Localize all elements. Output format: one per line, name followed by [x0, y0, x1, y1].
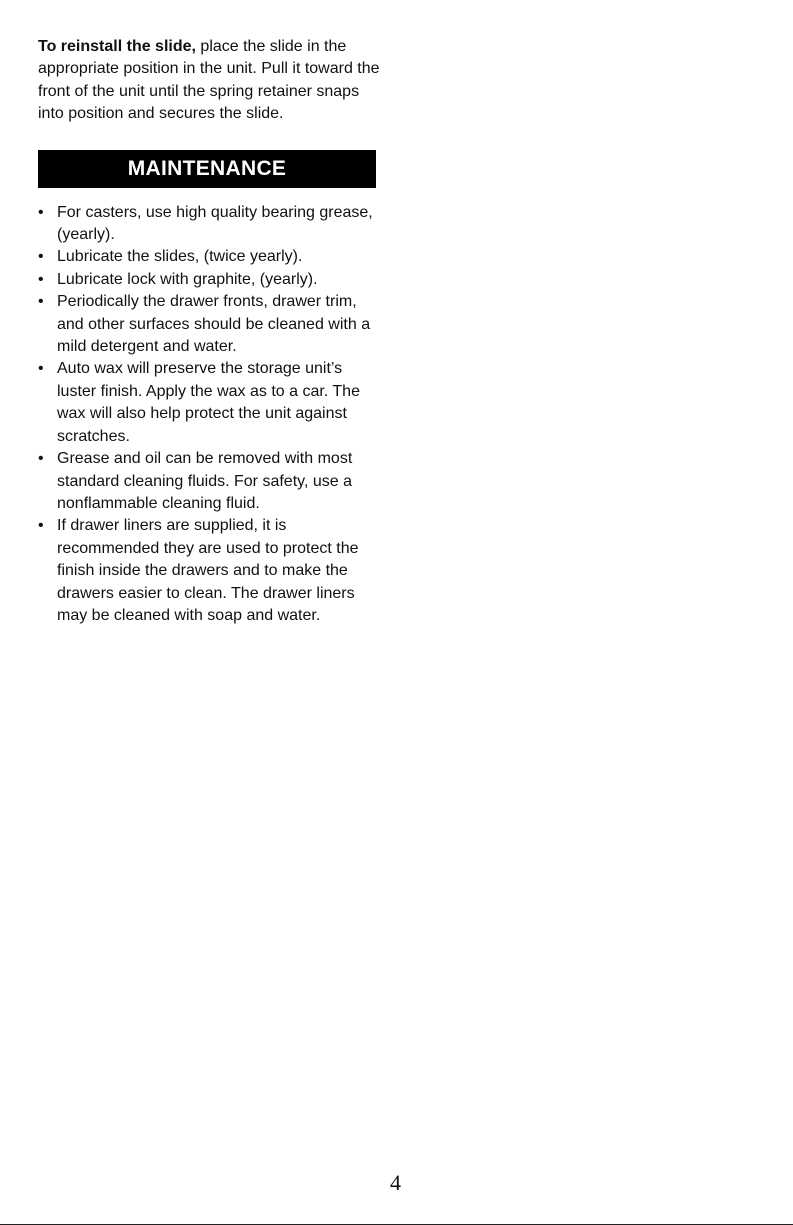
reinstall-text: place the slide in the appropriate position in the unit. Pull it toward the front of the unit until the spring retainer snaps into position and secures the slide. — [38, 38, 380, 123]
list-item — [38, 202, 383, 247]
bullet-icon: • — [38, 248, 44, 266]
list-item-text: Auto wax will preserve the storage unit’s luster finish. Apply the wax as to a car. The wax will also help protect the unit against scratches. — [57, 360, 360, 445]
bullet-icon: • — [38, 360, 44, 378]
bullet-icon: • — [38, 450, 44, 468]
bullet-icon: • — [38, 270, 44, 288]
content-column — [38, 36, 383, 627]
maintenance-list — [38, 202, 383, 628]
list-item — [38, 515, 383, 627]
list-item — [38, 448, 383, 515]
list-item-text: Lubricate lock with graphite, (yearly). — [57, 270, 318, 288]
list-item-text: For casters, use high quality bearing grease, (yearly). — [57, 203, 373, 244]
list-item — [38, 358, 383, 448]
bullet-icon: • — [38, 293, 44, 311]
list-item-text: If drawer liners are supplied, it is recommended they are used to protect the finish inside the drawers and to make the drawers easier to clean. The drawer liners may be cleaned with soap and water. — [57, 517, 359, 624]
bullet-icon: • — [38, 203, 44, 221]
reinstall-lead: To reinstall the slide, — [38, 38, 196, 55]
list-item — [38, 269, 383, 291]
list-item — [38, 291, 383, 358]
page-number: 4 — [390, 1170, 401, 1195]
list-item — [38, 246, 383, 268]
list-item-text: Lubricate the slides, (twice yearly). — [57, 248, 303, 266]
list-item-text: Periodically the drawer fronts, drawer trim, and other surfaces should be cleaned with a mild detergent and water. — [57, 293, 371, 356]
reinstall-paragraph — [38, 36, 383, 126]
bullet-icon: • — [38, 517, 44, 535]
maintenance-heading: MAINTENANCE — [38, 150, 376, 188]
list-item-text: Grease and oil can be removed with most standard cleaning fluids. For safety, use a nonflammable cleaning fluid. — [57, 450, 353, 512]
